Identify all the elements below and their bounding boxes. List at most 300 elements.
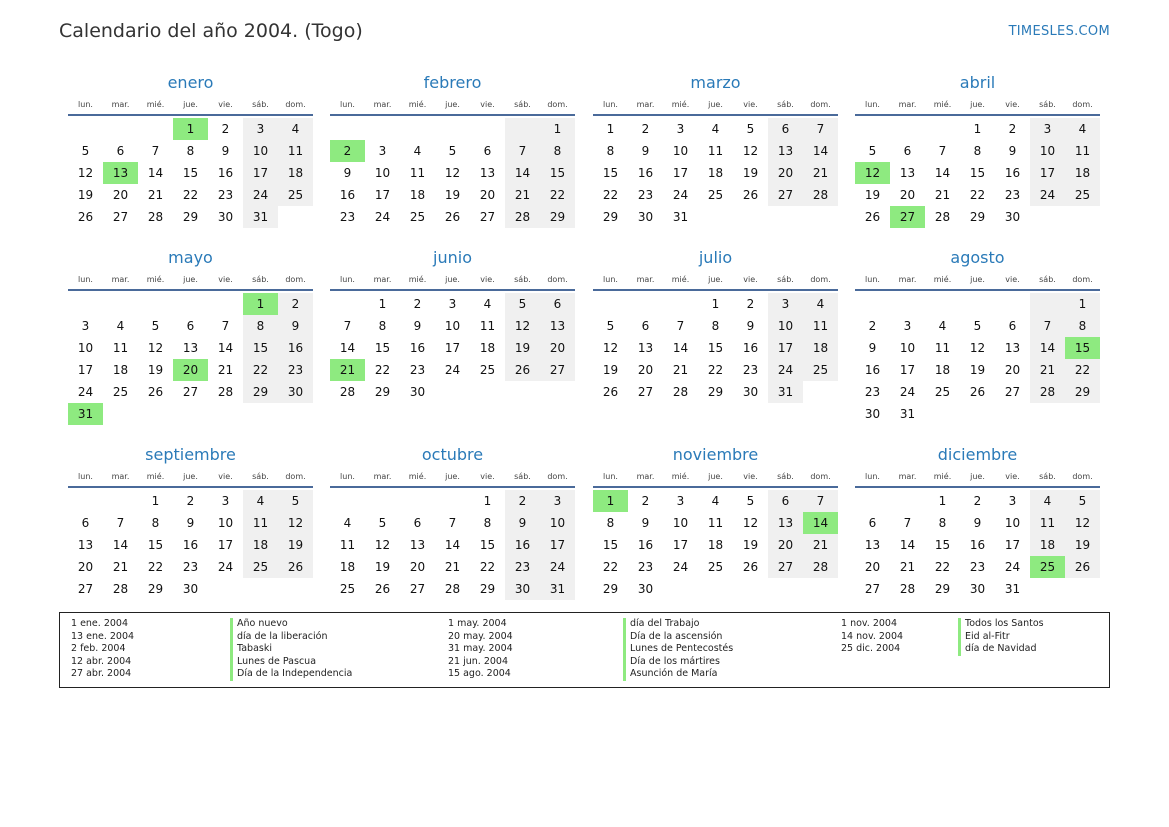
day-cell: 17 (77, 363, 94, 377)
day-cell: 8 (483, 516, 492, 530)
day-cell: 29 (707, 385, 724, 399)
weekday-label: mié. (146, 471, 165, 481)
day-cell: 3 (1008, 494, 1017, 508)
holiday-date: 15 ago. 2004 (448, 668, 511, 679)
day-cell: 21 (803, 534, 838, 556)
day-cell: 6 (641, 319, 650, 333)
day-cell: 8 (973, 144, 982, 158)
weekday-header (593, 466, 838, 488)
day-cell: 1 (151, 494, 160, 508)
day-cell: 9 (413, 319, 422, 333)
day-cell: 29 (374, 385, 391, 399)
day-cell: 8 (243, 315, 278, 337)
weekday-label: lun. (78, 471, 93, 481)
day-grid (593, 293, 838, 403)
day-cell: 17 (899, 363, 916, 377)
day-cell: 22 (934, 560, 951, 574)
day-grid (68, 118, 313, 228)
weekday-label: dom. (285, 274, 306, 284)
day-cell: 23 (505, 556, 540, 578)
empty-cell (103, 293, 138, 315)
day-cell: 11 (1065, 140, 1100, 162)
day-cell: 16 (864, 363, 881, 377)
legend-names (623, 618, 733, 681)
weekday-label: lun. (603, 99, 618, 109)
weekday-label: dom. (810, 471, 831, 481)
empty-cell (103, 490, 138, 512)
weekday-label: dom. (810, 274, 831, 284)
day-cell: 18 (803, 337, 838, 359)
day-cell: 14 (112, 538, 129, 552)
day-cell: 21 (899, 560, 916, 574)
day-cell: 5 (448, 144, 457, 158)
holiday-day-cell: 1 (173, 118, 208, 140)
day-cell: 20 (77, 560, 94, 574)
month-junio (330, 247, 575, 403)
day-cell: 24 (899, 385, 916, 399)
weekday-label: jue. (445, 274, 460, 284)
day-cell: 12 (602, 341, 619, 355)
day-cell: 1 (1065, 293, 1100, 315)
day-cell: 23 (182, 560, 199, 574)
day-cell: 22 (540, 184, 575, 206)
day-cell: 19 (374, 560, 391, 574)
day-cell: 25 (707, 560, 724, 574)
day-cell: 30 (409, 385, 426, 399)
day-cell: 8 (151, 516, 160, 530)
day-cell: 11 (112, 341, 129, 355)
empty-cell (593, 293, 628, 315)
empty-cell (855, 490, 890, 512)
day-cell: 16 (637, 538, 654, 552)
legend-names (958, 618, 1044, 656)
day-cell: 8 (711, 319, 720, 333)
day-cell: 16 (969, 538, 986, 552)
weekday-label: mar. (111, 99, 130, 109)
weekday-label: mar. (898, 274, 917, 284)
day-cell: 11 (278, 140, 313, 162)
day-cell: 21 (803, 162, 838, 184)
day-cell: 22 (707, 363, 724, 377)
day-cell: 23 (969, 560, 986, 574)
day-cell: 7 (1030, 315, 1065, 337)
month-name: abril (959, 73, 996, 92)
day-cell: 18 (1065, 162, 1100, 184)
day-cell: 21 (112, 560, 129, 574)
day-cell: 14 (899, 538, 916, 552)
weekday-label: jue. (970, 99, 985, 109)
day-cell: 27 (1004, 385, 1021, 399)
day-cell: 5 (606, 319, 615, 333)
day-cell: 16 (1004, 166, 1021, 180)
day-cell: 5 (973, 319, 982, 333)
weekday-label: sáb. (252, 99, 269, 109)
weekday-label: jue. (183, 471, 198, 481)
day-grid (68, 293, 313, 425)
day-cell: 3 (676, 494, 685, 508)
day-cell: 8 (1065, 315, 1100, 337)
day-cell: 10 (243, 140, 278, 162)
day-cell: 13 (768, 512, 803, 534)
day-cell: 1 (711, 297, 720, 311)
empty-cell (330, 118, 365, 140)
weekday-label: lun. (340, 99, 355, 109)
day-cell: 23 (637, 560, 654, 574)
weekday-label: mié. (146, 99, 165, 109)
day-cell: 2 (221, 122, 230, 136)
day-cell: 26 (864, 210, 881, 224)
day-cell: 15 (182, 166, 199, 180)
month-enero (68, 72, 313, 228)
weekday-label: sáb. (777, 99, 794, 109)
day-cell: 9 (641, 144, 650, 158)
day-cell: 18 (278, 162, 313, 184)
month-name: febrero (423, 73, 482, 92)
empty-cell (890, 293, 925, 315)
holiday-day-cell: 27 (890, 206, 925, 228)
weekday-label: dom. (547, 471, 568, 481)
day-cell: 25 (707, 188, 724, 202)
day-cell: 2 (746, 297, 755, 311)
day-cell: 2 (413, 297, 422, 311)
weekday-header (593, 269, 838, 291)
holiday-date: 2 feb. 2004 (71, 643, 126, 654)
weekday-label: vie. (218, 99, 233, 109)
day-cell: 21 (505, 184, 540, 206)
day-cell: 22 (479, 560, 496, 574)
day-cell: 22 (602, 560, 619, 574)
month-noviembre (593, 444, 838, 600)
day-cell: 25 (409, 210, 426, 224)
day-cell: 29 (602, 582, 619, 596)
day-cell: 26 (77, 210, 94, 224)
day-cell: 8 (540, 140, 575, 162)
weekday-label: dom. (810, 99, 831, 109)
weekday-label: mié. (671, 471, 690, 481)
day-cell: 5 (378, 516, 387, 530)
day-cell: 6 (1008, 319, 1017, 333)
day-cell: 13 (899, 166, 916, 180)
weekday-label: vie. (743, 471, 758, 481)
day-cell: 11 (934, 341, 951, 355)
day-cell: 6 (81, 516, 90, 530)
holiday-day-cell: 21 (330, 359, 365, 381)
month-marzo (593, 72, 838, 228)
legend-names (230, 618, 352, 681)
empty-cell (138, 118, 173, 140)
empty-cell (208, 293, 243, 315)
day-cell: 19 (505, 337, 540, 359)
day-cell: 6 (116, 144, 125, 158)
day-cell: 9 (868, 341, 877, 355)
empty-cell (890, 490, 925, 512)
day-cell: 20 (864, 560, 881, 574)
day-cell: 25 (934, 385, 951, 399)
day-cell: 4 (938, 319, 947, 333)
empty-cell (855, 293, 890, 315)
day-cell: 2 (278, 293, 313, 315)
day-cell: 5 (81, 144, 90, 158)
day-cell: 3 (243, 118, 278, 140)
weekday-header (68, 269, 313, 291)
day-cell: 1 (938, 494, 947, 508)
day-cell: 19 (278, 534, 313, 556)
day-cell: 20 (768, 162, 803, 184)
month-diciembre (855, 444, 1100, 600)
weekday-label: jue. (708, 274, 723, 284)
holiday-name: Eid al-Fitr (965, 630, 1010, 642)
empty-cell (400, 490, 435, 512)
month-septiembre (68, 444, 313, 600)
day-grid (855, 118, 1100, 228)
weekday-label: mié. (146, 274, 165, 284)
day-cell: 25 (243, 556, 278, 578)
legend-dates (71, 618, 134, 681)
day-cell: 9 (1008, 144, 1017, 158)
holiday-date: 1 may. 2004 (448, 618, 507, 629)
day-cell: 29 (934, 582, 951, 596)
day-cell: 13 (479, 166, 496, 180)
weekday-label: mar. (898, 471, 917, 481)
weekday-label: jue. (183, 274, 198, 284)
weekday-label: sáb. (777, 274, 794, 284)
day-cell: 13 (864, 538, 881, 552)
month-name: octubre (421, 445, 484, 464)
day-cell: 24 (768, 359, 803, 381)
legend-dates (448, 618, 513, 681)
day-cell: 4 (278, 118, 313, 140)
day-cell: 6 (768, 490, 803, 512)
month-name: agosto (950, 248, 1005, 267)
day-cell: 10 (899, 341, 916, 355)
day-cell: 24 (1030, 184, 1065, 206)
weekday-label: vie. (480, 99, 495, 109)
day-cell: 9 (221, 144, 230, 158)
empty-cell (173, 293, 208, 315)
day-cell: 24 (1004, 560, 1021, 574)
day-cell: 1 (378, 297, 387, 311)
day-cell: 31 (672, 210, 689, 224)
holiday-name: Lunes de Pentecostés (630, 643, 734, 654)
empty-cell (890, 118, 925, 140)
weekday-label: mar. (373, 274, 392, 284)
month-octubre (330, 444, 575, 600)
day-cell: 2 (641, 122, 650, 136)
holiday-name: día de la liberación (237, 630, 328, 642)
day-grid (330, 490, 575, 600)
day-cell: 15 (374, 341, 391, 355)
day-cell: 27 (479, 210, 496, 224)
holiday-date: 1 nov. 2004 (841, 618, 897, 629)
day-cell: 5 (746, 494, 755, 508)
day-cell: 3 (221, 494, 230, 508)
day-cell: 10 (374, 166, 391, 180)
day-cell: 12 (742, 144, 759, 158)
day-cell: 25 (1065, 184, 1100, 206)
day-cell: 16 (339, 188, 356, 202)
day-cell: 10 (672, 516, 689, 530)
day-cell: 22 (1065, 359, 1100, 381)
day-cell: 10 (540, 512, 575, 534)
day-cell: 18 (409, 188, 426, 202)
empty-cell (68, 293, 103, 315)
empty-cell (138, 293, 173, 315)
day-cell: 14 (672, 341, 689, 355)
month-febrero (330, 72, 575, 228)
day-cell: 9 (278, 315, 313, 337)
day-cell: 26 (742, 188, 759, 202)
day-cell: 4 (711, 122, 720, 136)
day-cell: 22 (182, 188, 199, 202)
day-cell: 14 (1030, 337, 1065, 359)
weekday-label: mar. (636, 471, 655, 481)
day-cell: 26 (374, 582, 391, 596)
month-name: septiembre (145, 445, 236, 464)
day-cell: 1 (483, 494, 492, 508)
weekday-label: dom. (285, 471, 306, 481)
day-cell: 7 (676, 319, 685, 333)
weekday-label: lun. (78, 274, 93, 284)
day-cell: 11 (707, 516, 724, 530)
day-cell: 29 (1065, 381, 1100, 403)
day-cell: 27 (540, 359, 575, 381)
holiday-day-cell: 2 (330, 140, 365, 162)
day-cell: 16 (742, 341, 759, 355)
weekday-label: dom. (1072, 471, 1093, 481)
day-cell: 21 (934, 188, 951, 202)
day-cell: 4 (711, 494, 720, 508)
day-cell: 25 (278, 184, 313, 206)
holiday-date: 12 abr. 2004 (71, 655, 132, 667)
day-cell: 9 (746, 319, 755, 333)
day-cell: 18 (934, 363, 951, 377)
day-cell: 19 (602, 363, 619, 377)
day-cell: 8 (186, 144, 195, 158)
weekday-label: lun. (340, 274, 355, 284)
weekday-label: mar. (898, 99, 917, 109)
day-cell: 7 (505, 140, 540, 162)
day-cell: 30 (505, 578, 540, 600)
empty-cell (1030, 293, 1065, 315)
day-cell: 23 (864, 385, 881, 399)
day-cell: 20 (409, 560, 426, 574)
day-cell: 3 (378, 144, 387, 158)
day-cell: 4 (1065, 118, 1100, 140)
day-cell: 18 (707, 166, 724, 180)
day-cell: 12 (969, 341, 986, 355)
day-cell: 27 (77, 582, 94, 596)
holiday-name: Día de la Independencia (237, 668, 353, 679)
holiday-date: 25 dic. 2004 (841, 643, 901, 654)
day-cell: 7 (903, 516, 912, 530)
day-cell: 17 (444, 341, 461, 355)
weekday-label: jue. (970, 274, 985, 284)
day-cell: 17 (672, 538, 689, 552)
weekday-label: lun. (78, 99, 93, 109)
day-cell: 30 (637, 582, 654, 596)
weekday-label: mié. (408, 471, 427, 481)
day-cell: 22 (969, 188, 986, 202)
day-cell: 16 (182, 538, 199, 552)
day-cell: 25 (112, 385, 129, 399)
day-cell: 2 (641, 494, 650, 508)
day-cell: 10 (1004, 516, 1021, 530)
day-cell: 22 (374, 363, 391, 377)
day-cell: 14 (147, 166, 164, 180)
day-cell: 19 (864, 188, 881, 202)
day-cell: 23 (278, 359, 313, 381)
day-cell: 28 (505, 206, 540, 228)
day-cell: 12 (1065, 512, 1100, 534)
day-cell: 17 (374, 188, 391, 202)
empty-cell (925, 293, 960, 315)
day-cell: 19 (147, 363, 164, 377)
weekday-label: mar. (373, 471, 392, 481)
day-cell: 26 (602, 385, 619, 399)
day-cell: 5 (151, 319, 160, 333)
day-cell: 27 (112, 210, 129, 224)
empty-cell (330, 293, 365, 315)
empty-cell (103, 118, 138, 140)
day-cell: 9 (973, 516, 982, 530)
month-name: julio (698, 248, 733, 267)
day-grid (593, 118, 838, 228)
day-cell: 17 (672, 166, 689, 180)
day-cell: 3 (676, 122, 685, 136)
day-cell: 4 (1030, 490, 1065, 512)
weekday-label: sáb. (1039, 274, 1056, 284)
day-cell: 2 (868, 319, 877, 333)
day-cell: 23 (409, 363, 426, 377)
weekday-label: lun. (865, 471, 880, 481)
day-cell: 30 (1004, 210, 1021, 224)
day-cell: 11 (1030, 512, 1065, 534)
month-name: enero (167, 73, 214, 92)
day-cell: 30 (278, 381, 313, 403)
weekday-label: sáb. (252, 471, 269, 481)
day-cell: 24 (672, 560, 689, 574)
day-cell: 12 (444, 166, 461, 180)
day-cell: 17 (768, 337, 803, 359)
day-cell: 26 (505, 359, 540, 381)
month-julio (593, 247, 838, 403)
day-grid (330, 293, 575, 403)
holiday-legend (59, 612, 1110, 688)
day-cell: 22 (243, 359, 278, 381)
holiday-day-cell: 25 (1030, 556, 1065, 578)
day-cell: 3 (448, 297, 457, 311)
day-cell: 7 (938, 144, 947, 158)
empty-cell (855, 118, 890, 140)
site-link[interactable]: TIMESLES.COM (1008, 24, 1110, 39)
day-cell: 28 (934, 210, 951, 224)
day-cell: 20 (479, 188, 496, 202)
day-cell: 15 (602, 538, 619, 552)
day-cell: 21 (217, 363, 234, 377)
weekday-label: dom. (547, 99, 568, 109)
day-cell: 9 (186, 516, 195, 530)
day-cell: 4 (243, 490, 278, 512)
day-cell: 20 (768, 534, 803, 556)
weekday-label: dom. (1072, 99, 1093, 109)
day-cell: 7 (803, 118, 838, 140)
day-cell: 9 (343, 166, 352, 180)
month-abril (855, 72, 1100, 228)
day-cell: 20 (899, 188, 916, 202)
day-cell: 27 (768, 184, 803, 206)
day-cell: 7 (151, 144, 160, 158)
day-cell: 31 (899, 407, 916, 421)
